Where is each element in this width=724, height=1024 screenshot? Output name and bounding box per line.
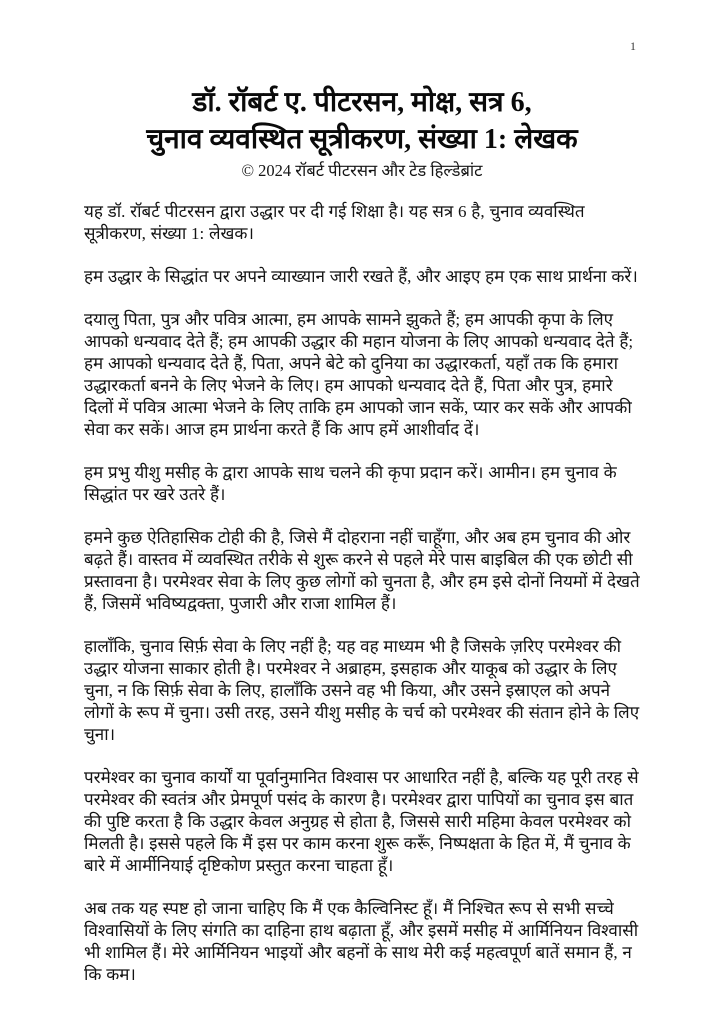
paragraph-election-basis: परमेश्वर का चुनाव कार्यों या पूर्वानुमानित विश्वास पर आधारित नहीं है, बल्कि यह पूरी तरह से परमेश्वर की स्वतंत्र और प्रेमपूर्ण पसंद के कारण है। परमेश्वर द्वारा पापियों का चुनाव इस बात की पुष्टि करता है कि उद्धार केवल अनुग्रह से होता है, जिससे सारी महिमा केवल परमेश्वर को मिलती है। इससे पहले कि मैं इस पर काम करना शुरू करूँ, निष्पक्षता के हित में, मैं चुनाव के बारे में आर्मीनियाई दृष्टिकोण प्रस्तुत करना चाहता हूँ। xyxy=(84,768,639,875)
page-number: 1 xyxy=(630,39,636,53)
page-title-line-2: चुनाव व्यवस्थित सूत्रीकरण, संख्या 1: लेखक xyxy=(146,124,578,155)
paragraph-election-purpose: हालाँकि, चुनाव सिर्फ़ सेवा के लिए नहीं है; यह वह माध्यम भी है जिसके ज़रिए परमेश्वर की उद्धार योजना साकार होती है। परमेश्वर ने अब्राहम, इसहाक और याकूब को उद्धार के लिए चुना, न कि सिर्फ़ सेवा के लिए, हालाँकि उसने वह भी किया, और उसने इस्राएल को अपने लोगों के रूप में चुना। उसी तरह, उसने यीशु मसीह के चर्च को परमेश्वर की संतान होने के लिए चुना। xyxy=(84,637,640,744)
document-body xyxy=(84,201,640,986)
paragraph-intro: यह डॉ. रॉबर्ट पीटरसन द्वारा उद्धार पर दी गई शिक्षा है। यह सत्र 6 है, चुनाव व्यवस्थित सूत्रीकरण, संख्या 1: लेखक। xyxy=(84,202,585,243)
paragraph-historical-recon: हमने कुछ ऐतिहासिक टोही की है, जिसे मैं दोहराना नहीं चाहूँगा, और अब हम चुनाव की ओर बढ़ते हैं। वास्तव में व्यवस्थित तरीके से शुरू करने से पहले मेरे पास बाइबिल की एक छोटी सी प्रस्तावना है। परमेश्वर सेवा के लिए कुछ लोगों को चुनता है, और हम इसे दोनों नियमों में देखते हैं, जिसमें भविष्यद्वक्ता, पुजारी और राजा शामिल हैं। xyxy=(84,528,640,613)
page-title-line-1: डॉ. रॉबर्ट ए. पीटरसन, मोक्ष, सत्र 6, xyxy=(192,87,532,118)
paragraph-prayer: दयालु पिता, पुत्र और पवित्र आत्मा, हम आपके सामने झुकते हैं; हम आपकी कृपा के लिए आपको धन्यवाद देते हैं; हम आपकी उद्धार की महान योजना के लिए आपको धन्यवाद देते हैं; हम आपको धन्यवाद देते हैं, पिता, अपने बेटे को दुनिया का उद्धारकर्ता, यहाँ तक कि हमारा उद्धारकर्ता बनने के लिए भेजने के लिए। हम आपको धन्यवाद देते हैं, पिता और पुत्र, हमारे दिलों में पवित्र आत्मा भेजने के लिए ताकि हम आपको जान सकें, प्यार कर सकें और आपकी सेवा कर सकें। आज हम प्रार्थना करते हैं कि आप हमें आशीर्वाद दें। xyxy=(84,310,634,439)
copyright-line: © 2024 रॉबर्ट पीटरसन और टेड हिल्डेब्रांट xyxy=(241,161,483,180)
paragraph-lecture-continue: हम उद्धार के सिद्धांत पर अपने व्याख्यान जारी रखते हैं, और आइए हम एक साथ प्रार्थना करें। xyxy=(84,267,638,286)
paragraph-calvinist-statement: अब तक यह स्पष्ट हो जाना चाहिए कि मैं एक कैल्विनिस्ट हूँ। मैं निश्चित रूप से सभी सच्चे विश्वासियों के लिए संगति का दाहिना हाथ बढ़ाता हूँ, और इसमें मसीह में आर्मिनियन विश्वासी भी शामिल हैं। मेरे आर्मिनियन भाइयों और बहनों के साथ मेरी कई महत्वपूर्ण बातें समान हैं, न कि कम। xyxy=(84,899,639,984)
page-title xyxy=(0,84,724,158)
document-header xyxy=(0,84,724,181)
paragraph-amen: हम प्रभु यीशु मसीह के द्वारा आपके साथ चलने की कृपा प्रदान करें। आमीन। हम चुनाव के सिद्धांत पर खरे उतरे हैं। xyxy=(84,463,617,504)
